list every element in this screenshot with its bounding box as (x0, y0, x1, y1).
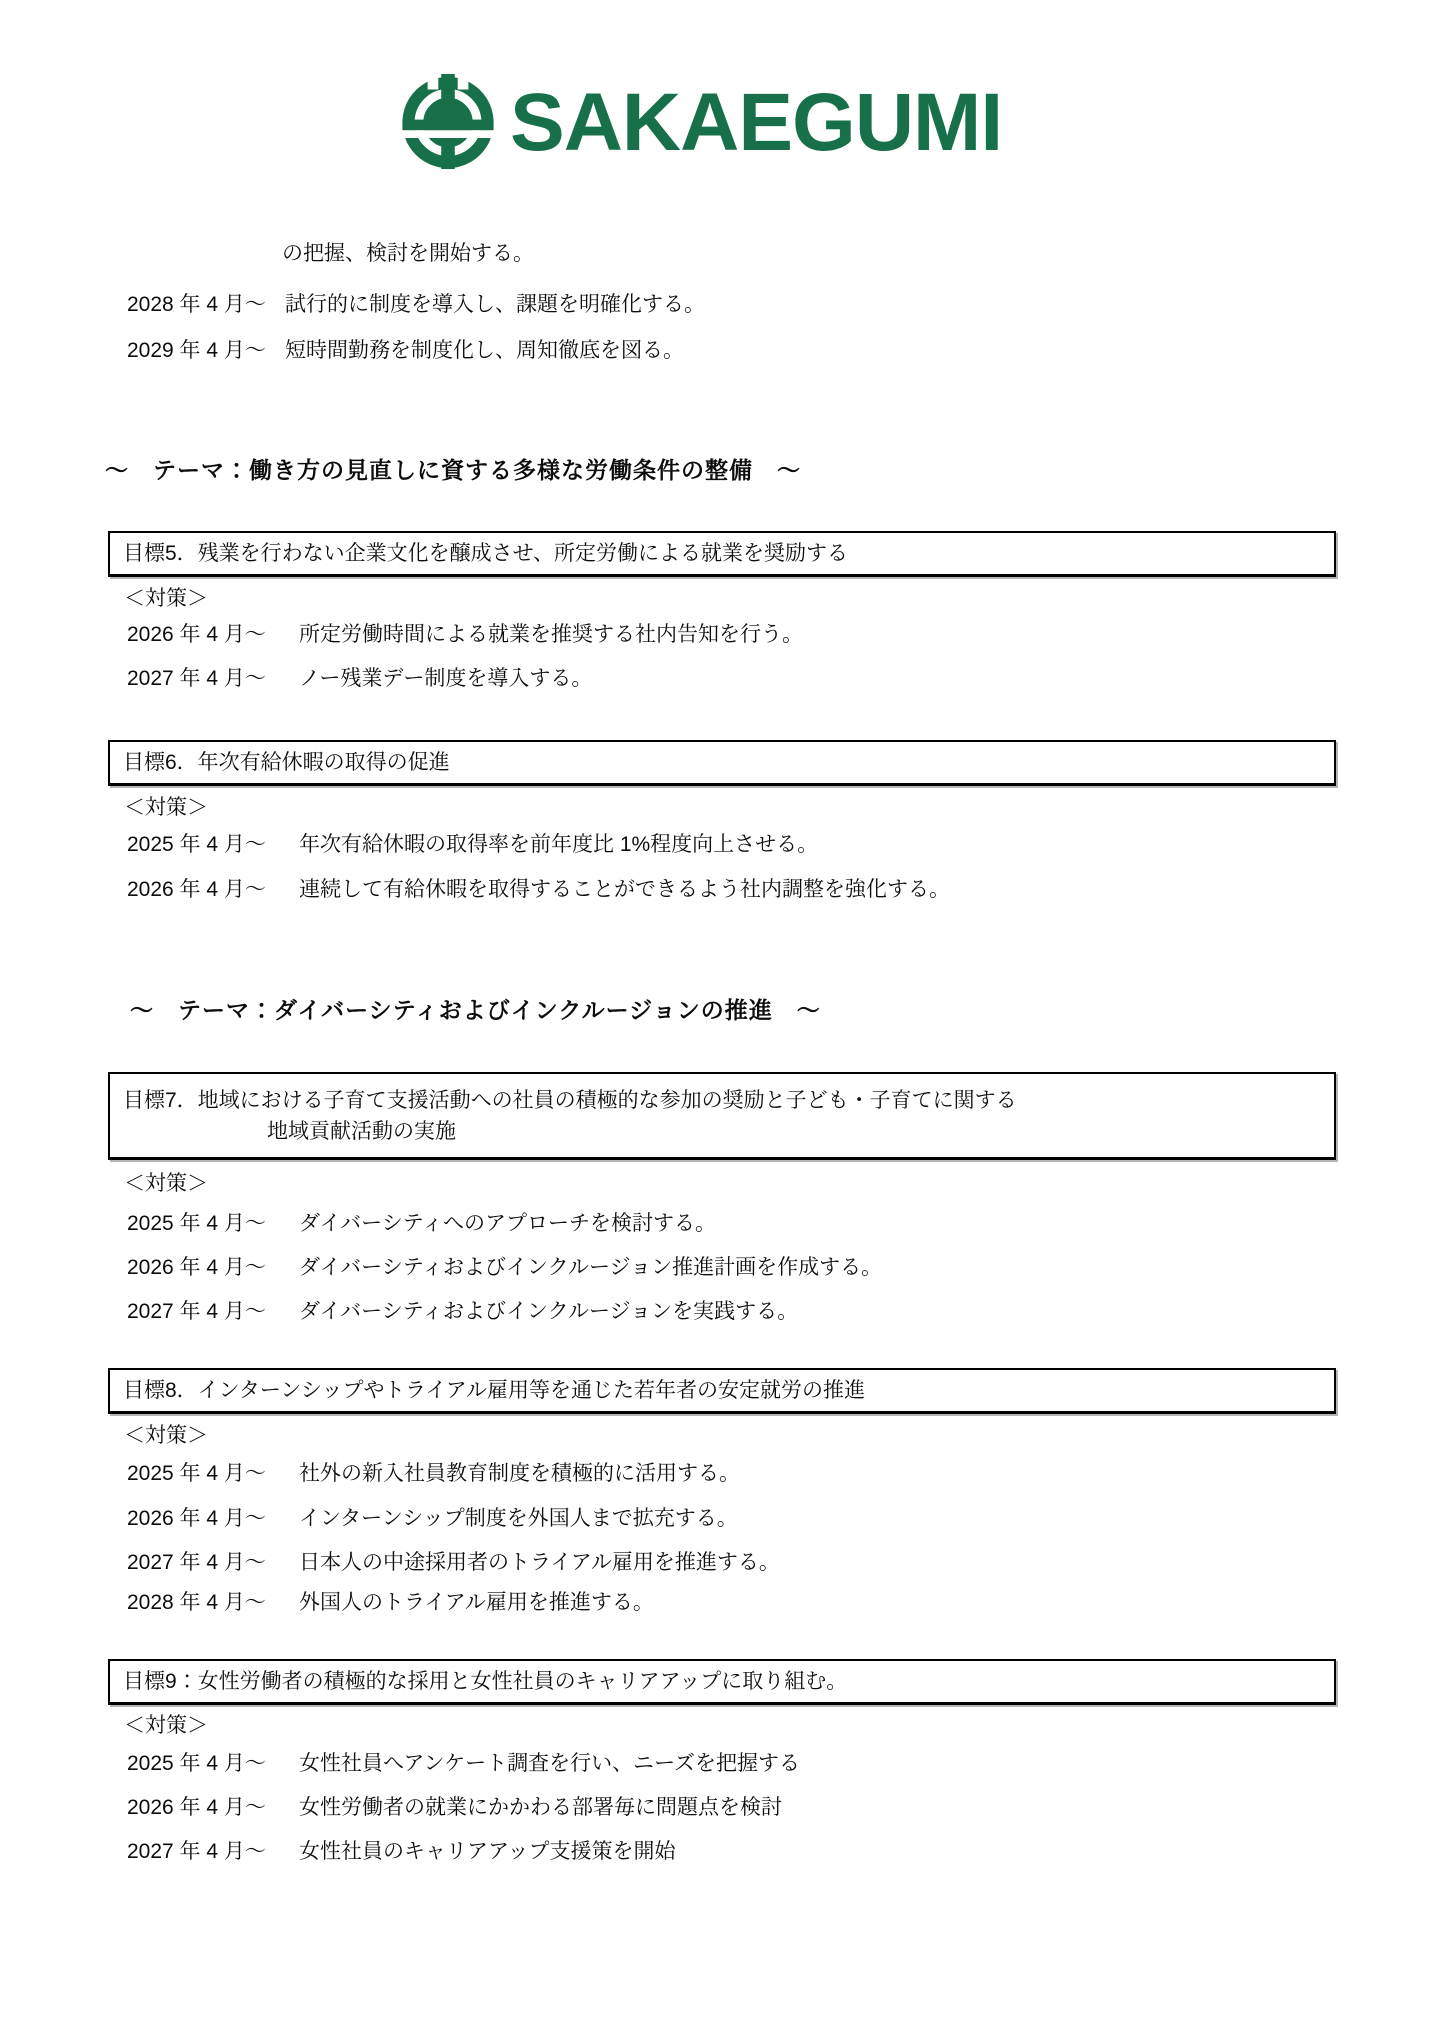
measure-text: 連続して有給休暇を取得することができるよう社内調整を強化する。 (299, 878, 950, 901)
goal-box-9 (108, 1659, 1336, 1705)
measure-date: 2028 年 4 月～ (127, 1591, 266, 1614)
goal-box-8 (108, 1368, 1336, 1414)
measure-text: 外国人のトライアル雇用を推進する。 (299, 1591, 654, 1614)
sakae-crest-icon (398, 74, 498, 171)
measure-row (127, 831, 818, 858)
goal-title: 目標9：女性労働者の積極的な採用と女性社員のキャリアアップに取り組む。 (123, 1670, 848, 1693)
measure-date: 2026 年 4 月～ (127, 1796, 266, 1819)
measure-row (127, 1505, 738, 1532)
measure-text: インターンシップ制度を外国人まで拡充する。 (299, 1507, 738, 1530)
measure-text: 日本人の中途採用者のトライアル雇用を推進する。 (299, 1551, 780, 1574)
measure-text: 社外の新入社員教育制度を積極的に活用する。 (299, 1462, 740, 1485)
goal-title: 目標8．インターンシップやトライアル雇用等を通じた若年者の安定就労の推進 (123, 1379, 865, 1402)
measure-date: 2026 年 4 月～ (127, 878, 266, 901)
measure-row (127, 621, 803, 648)
measure-date: 2026 年 4 月～ (127, 1507, 266, 1530)
measure-row (127, 1460, 740, 1487)
measure-row (127, 1549, 780, 1576)
measure-date: 2027 年 4 月～ (127, 1551, 266, 1574)
theme-heading-diversity: ～ テーマ：ダイバーシティおよびインクルージョンの推進 ～ (130, 997, 821, 1023)
measure-text: 試行的に制度を導入し、課題を明確化する。 (285, 293, 705, 316)
goal-title: 目標7．地域における子育て支援活動への社員の積極的な参加の奨励と子ども・子育てに関する (123, 1088, 1017, 1112)
measure-row (127, 1298, 798, 1325)
measure-row (127, 1589, 654, 1616)
measure-row (127, 665, 592, 692)
measure-date: 2025 年 4 月～ (127, 833, 266, 856)
measures-label: ＜対策＞ (124, 1424, 208, 1447)
company-logo (398, 74, 1002, 171)
goal-title: 目標6．年次有給休暇の取得の促進 (123, 751, 450, 774)
measures-label: ＜対策＞ (124, 1714, 208, 1737)
measure-text: 女性労働者の就業にかかわる部署毎に問題点を検討 (299, 1796, 782, 1819)
goal-box-5 (108, 531, 1336, 577)
measure-row (127, 1254, 882, 1281)
measures-label: ＜対策＞ (124, 796, 208, 819)
measure-text: 女性社員へアンケート調査を行い、ニーズを把握する (299, 1752, 801, 1775)
goal-title-line2: 地域貢献活動の実施 (267, 1119, 456, 1143)
measure-date: 2026 年 4 月～ (127, 1256, 266, 1279)
measures-label: ＜対策＞ (124, 1172, 208, 1195)
measure-text: 短時間勤務を制度化し、周知徹底を図る。 (285, 339, 684, 362)
measure-date: 2026 年 4 月～ (127, 623, 266, 646)
measure-date: 2027 年 4 月～ (127, 1840, 266, 1863)
measure-row (127, 1750, 800, 1777)
measure-date: 2028 年 4 月～ (127, 293, 266, 316)
measure-row (127, 1794, 782, 1821)
measure-date: 2025 年 4 月～ (127, 1462, 266, 1485)
measure-text: ノー残業デー制度を導入する。 (299, 667, 593, 690)
measure-date: 2027 年 4 月～ (127, 667, 266, 690)
measure-row (127, 1210, 716, 1237)
measures-label: ＜対策＞ (124, 587, 208, 610)
goal-title: 目標5．残業を行わない企業文化を醸成させ、所定労働による就業を奨励する (123, 542, 849, 565)
goal-box-6 (108, 740, 1336, 786)
measure-date: 2025 年 4 月～ (127, 1212, 266, 1235)
measure-row (127, 1838, 676, 1865)
continuation-line: の把握、検討を開始する。 (282, 242, 534, 265)
measure-row (127, 876, 950, 903)
measure-row (127, 337, 684, 364)
measure-date: 2025 年 4 月～ (127, 1752, 266, 1775)
measure-row (127, 291, 705, 318)
goal-box-7 (108, 1072, 1336, 1160)
brand-wordmark: SAKAEGUMI (510, 77, 1003, 168)
theme-heading-work-conditions: ～ テーマ：働き方の見直しに資する多様な労働条件の整備 ～ (105, 457, 801, 483)
measure-text: ダイバーシティおよびインクルージョンを実践する。 (299, 1300, 799, 1323)
measure-text: ダイバーシティへのアプローチを検討する。 (299, 1212, 717, 1235)
measure-text: 女性社員のキャリアアップ支援策を開始 (299, 1840, 676, 1863)
measure-text: ダイバーシティおよびインクルージョン推進計画を作成する。 (299, 1256, 883, 1279)
measure-date: 2027 年 4 月～ (127, 1300, 266, 1323)
measure-text: 所定労働時間による就業を推奨する社内告知を行う。 (299, 623, 803, 646)
measure-text: 年次有給休暇の取得率を前年度比 1%程度向上させる。 (299, 833, 819, 856)
measure-date: 2029 年 4 月～ (127, 339, 266, 362)
